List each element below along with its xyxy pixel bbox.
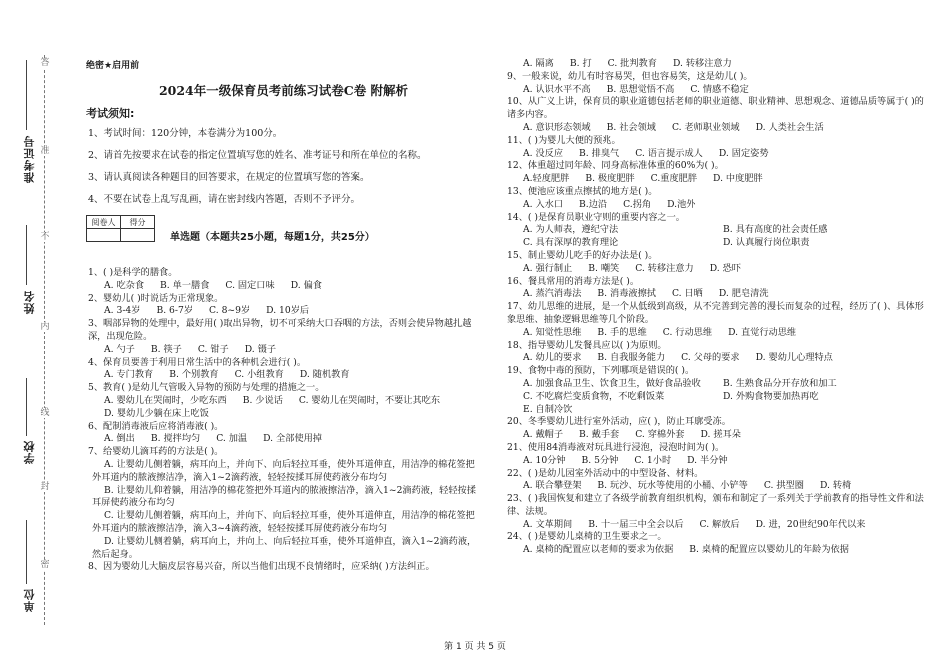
answer-option[interactable]: D. 镊子 <box>244 343 277 355</box>
seal-mark: 准 <box>40 146 50 156</box>
question-text: 7、给婴幼儿滴耳药的方法是( )。 <box>88 446 224 458</box>
answer-option[interactable]: A. 隔离 <box>523 58 554 69</box>
answer-option[interactable]: C. 婴幼儿在哭闹时，不要让其吃东 <box>298 394 441 406</box>
answer-option[interactable]: B. 排臭气 <box>579 147 620 159</box>
answer-option[interactable]: C. 8~9岁 <box>209 305 251 317</box>
answer-option[interactable]: C.拐角 <box>623 198 652 210</box>
answer-option[interactable]: D.池外 <box>667 198 696 210</box>
page-title: 2024年一级保育员考前练习试卷C卷 附解析 <box>158 83 409 98</box>
answer-option[interactable]: A. 没反应 <box>523 147 564 159</box>
left-column <box>86 58 481 574</box>
answer-option[interactable]: A. 倒出 <box>104 433 135 445</box>
answer-option[interactable]: D. 认真履行岗位职责 <box>723 237 810 249</box>
question-text: 19、食物中毒的预防，下列哪项是错误的( )。 <box>507 365 695 377</box>
question-text: 4、保育员要善于利用日常生活中的各种机会进行( )。 <box>88 356 307 368</box>
answer-option[interactable]: A. 3-4岁 <box>104 305 141 317</box>
answer-option[interactable]: B. 社会领域 <box>606 121 656 133</box>
answer-option[interactable]: D. 婴幼儿心理特点 <box>755 352 833 364</box>
notice-item: 3、请认真阅读各种题目的回答要求，在规定的位置填写您的答案。 <box>88 172 370 183</box>
question-text: 13、便池应该重点擦拭的地方是( )。 <box>507 185 658 197</box>
question-list <box>505 58 925 557</box>
answer-option[interactable]: C. 具有深厚的教育理论 <box>523 237 619 249</box>
answer-option[interactable]: D. 随机教育 <box>299 369 350 381</box>
answer-option[interactable]: D. 半分钟 <box>687 454 728 466</box>
answer-option[interactable]: C. 老师职业领域 <box>671 121 740 133</box>
answer-option[interactable]: B. 手的思维 <box>597 326 647 338</box>
question-text: 8、因为婴幼儿大脑皮层容易兴奋，所以当他们出现不良情绪时，应采纳( )方法纠正。 <box>88 561 435 573</box>
answer-option[interactable]: A. 婴幼儿在哭闹时，少吃东西 <box>104 394 227 406</box>
unit-field[interactable] <box>26 520 27 584</box>
answer-option[interactable]: B. 5分钟 <box>581 454 619 466</box>
question-text: 12、体重超过同年龄、同身高标准体重的60%为( )。 <box>507 160 724 172</box>
answer-option[interactable]: D. 婴幼儿少躺在床上吃饭 <box>104 407 209 419</box>
seal-mark: 不 <box>40 232 50 242</box>
question <box>505 468 925 494</box>
seal-mark: 内 <box>40 322 50 332</box>
unit-label: 单位 <box>23 588 36 612</box>
question-text: 21、使用84消毒液对玩具进行浸泡，浸泡时间为( )。 <box>507 441 725 453</box>
answer-option[interactable]: C. 1小时 <box>634 454 672 466</box>
question <box>505 276 925 302</box>
answer-option[interactable]: D. 搓耳朵 <box>700 429 741 441</box>
answer-option[interactable]: B. 搅拌均匀 <box>150 433 201 445</box>
school-field[interactable] <box>26 378 27 436</box>
answer-option[interactable]: D. 肥皂清洗 <box>718 288 769 300</box>
answer-option[interactable]: A. 戴帽子 <box>523 429 564 441</box>
answer-option[interactable]: C. 父母的要求 <box>681 352 740 364</box>
question <box>86 357 481 383</box>
question <box>505 212 925 250</box>
question-text: 24、( )是婴幼儿桌椅的卫生要求之一。 <box>507 531 667 543</box>
answer-option[interactable]: B. 思想觉悟不高 <box>606 83 675 95</box>
answer-option[interactable]: D. 转移注意力 <box>672 58 732 69</box>
question <box>86 293 481 319</box>
answer-option[interactable]: C. 解放后 <box>699 518 740 530</box>
question-list <box>86 267 481 574</box>
question <box>505 250 925 276</box>
answer-option[interactable]: A. 入水口 <box>523 198 564 210</box>
answer-option[interactable]: B. 6-7岁 <box>156 305 194 317</box>
answer-option[interactable]: D. 进，20世纪90年代以来 <box>755 518 866 530</box>
question-text: 3、咽部异物的处理中，最好用( )取出异物，切不可采纳大口吞咽的方法，否则会使异物越扎越深，出现危险。 <box>88 318 472 342</box>
question <box>505 71 925 97</box>
notice-heading: 考试须知: <box>86 107 135 120</box>
question <box>86 267 481 293</box>
question <box>86 446 481 561</box>
answer-option[interactable]: C. 固定口味 <box>225 279 275 291</box>
answer-option[interactable]: B. 打 <box>569 58 592 69</box>
answer-option[interactable]: A. 幼儿的要求 <box>523 352 582 364</box>
question-text: 9、一般来说，幼儿有时容易哭，但也容易笑，这是幼儿( )。 <box>507 70 753 82</box>
answer-option[interactable]: B. 个别教育 <box>169 369 219 381</box>
question-text: 14、( )是保育员职业守则的重要内容之一。 <box>507 211 685 223</box>
page-number: 第 1 页 共 5 页 <box>444 642 506 652</box>
answer-option[interactable]: A. 知觉性思维 <box>523 326 582 338</box>
question-text: 1、( )是科学的膳食。 <box>88 267 178 278</box>
answer-option[interactable]: D. 10岁后 <box>266 305 310 317</box>
seal-mark: 封 <box>40 482 50 492</box>
question <box>505 186 925 212</box>
exam-number-label: 准考证号 <box>23 135 36 183</box>
section-title: 单选题（本题共25小题，每题1分，共25分） <box>170 232 375 243</box>
answer-option[interactable]: C. 穿棉外套 <box>635 429 685 441</box>
question-text: 20、冬季婴幼儿进行室外活动，应( )，防止耳廓受冻。 <box>507 416 731 428</box>
seal-mark: 线 <box>40 408 50 418</box>
question-text: 6、配制消毒液后应将消毒液( )。 <box>88 420 224 432</box>
notice-item: 1、考试时间：120分钟，本卷满分为100分。 <box>88 128 283 139</box>
answer-option[interactable]: D. 让婴幼儿侧着躺，病耳向上，并向上、向后轻拉耳垂，使外耳道伸直，滴入1~2滴药液，然后起身。 <box>92 535 477 560</box>
question-text: 2、婴幼儿( )时说话为正常现象。 <box>88 292 224 304</box>
grader-header: 阅卷人 <box>87 216 121 229</box>
notice-item: 2、请首先按要求在试卷的指定位置填写您的姓名、准考证号和所在单位的名称。 <box>88 150 427 161</box>
answer-option[interactable]: C. 批判教育 <box>607 58 657 69</box>
answer-option[interactable]: B. 玩沙、玩水等使用的小桶、小铲等 <box>597 480 748 492</box>
question <box>505 58 925 71</box>
question-text: 16、餐具常用的消毒方法是( )。 <box>507 275 640 287</box>
notice-item: 4、不要在试卷上乱写乱画，请在密封线内答题，否则不予评分。 <box>88 194 361 205</box>
secret-mark: 绝密★启用前 <box>86 61 140 71</box>
grader-cell[interactable] <box>87 229 121 242</box>
question <box>505 531 925 557</box>
answer-option[interactable]: B. 消毒液擦拭 <box>597 288 656 300</box>
question-text: 15、制止婴幼儿吃手的好办法是( )。 <box>507 249 658 261</box>
question-text: 23、( )我国恢复和建立了各级学前教育组织机构，颁布和制定了一系列关于学前教育的指导性文件和法律、法规。 <box>507 493 924 517</box>
answer-option[interactable]: B. 少说话 <box>242 394 283 406</box>
question <box>505 301 925 339</box>
answer-option[interactable]: C. 小组教育 <box>234 369 284 381</box>
question-text: 18、指导婴幼儿发餐具应以( )为原则。 <box>507 339 667 351</box>
answer-option[interactable]: C. 日晒 <box>671 288 703 300</box>
answer-option[interactable]: D. 恐吓 <box>709 262 741 274</box>
answer-option[interactable]: A. 吃杂食 <box>104 279 145 291</box>
score-table <box>86 215 155 242</box>
answer-option[interactable]: A. 10分钟 <box>523 454 566 466</box>
answer-option[interactable]: A.轻度肥胖 <box>523 173 570 185</box>
right-column <box>505 58 925 557</box>
answer-option[interactable]: B. 生熟食品分开存放和加工 <box>723 377 837 389</box>
question-text: 22、( )是幼儿园室外活动中的中型设备、材料。 <box>507 467 704 479</box>
answer-option[interactable]: D. 外购食物要加热再吃 <box>723 390 819 402</box>
answer-option[interactable]: B. 嘲笑 <box>588 262 620 274</box>
answer-option[interactable]: B. 桌椅的配置应以婴幼儿的年龄为依据 <box>689 544 849 556</box>
answer-option[interactable]: D. 全部使用掉 <box>263 433 322 445</box>
answer-option[interactable]: D. 固定姿势 <box>718 147 769 159</box>
answer-option[interactable]: B. 十一届三中全会以后 <box>588 518 684 530</box>
answer-option[interactable]: C. 加温 <box>216 433 248 445</box>
seal-mark: 密 <box>40 560 50 570</box>
name-label: 姓名 <box>23 290 36 314</box>
question <box>505 340 925 366</box>
question <box>505 160 925 186</box>
answer-option[interactable]: B. 戴手套 <box>579 429 620 441</box>
question <box>86 421 481 447</box>
answer-option[interactable]: A. 文革期间 <box>523 518 573 530</box>
answer-option[interactable]: A. 勺子 <box>104 343 135 355</box>
answer-option[interactable]: A. 意识形态领域 <box>523 121 591 133</box>
question <box>505 442 925 468</box>
answer-option[interactable]: B. 极度肥胖 <box>585 173 635 185</box>
binding-strip <box>0 0 70 671</box>
question <box>86 382 481 420</box>
answer-option[interactable]: A. 桌椅的配置应以老师的要求为依据 <box>523 544 674 556</box>
answer-option[interactable]: A. 专门教育 <box>104 369 154 381</box>
question <box>505 365 925 416</box>
answer-option[interactable]: B. 筷子 <box>150 343 182 355</box>
answer-option[interactable]: A. 为人师表，遵纪守法 <box>523 224 619 236</box>
score-header: 得分 <box>121 216 155 229</box>
answer-option[interactable]: C. 让婴幼儿侧着躺，病耳向上，并向下、向后轻拉耳垂，使外耳道伸直，用洁净的棉花签把外耳道内的脓液擦洁净，滴入3~4滴药液，轻轻按揉耳屏使药液分布均匀 <box>92 510 475 534</box>
answer-option[interactable]: B. 单一膳食 <box>160 279 210 291</box>
question <box>86 561 481 574</box>
answer-option[interactable]: D. 直觉行动思维 <box>728 326 797 338</box>
question <box>505 416 925 442</box>
answer-option[interactable]: C. 拱型圈 <box>763 480 804 492</box>
answer-option[interactable]: B. 自我服务能力 <box>597 352 666 364</box>
answer-option[interactable]: C. 语言提示成人 <box>635 147 703 159</box>
seal-line <box>44 55 45 625</box>
answer-option[interactable]: A. 认识水平不高 <box>523 83 591 95</box>
answer-option[interactable]: B. 具有高度的社会责任感 <box>723 224 828 236</box>
answer-option[interactable]: E. 自制冷饮 <box>523 403 573 415</box>
answer-option[interactable]: B. 让婴幼儿仰着躺，用洁净的棉花签把外耳道内的脓液擦洁净，滴入1~2滴药液，轻轻按揉耳屏使药液分布均匀 <box>92 484 476 509</box>
answer-option[interactable]: D. 人类社会生活 <box>755 121 824 133</box>
score-cell[interactable] <box>121 229 155 242</box>
answer-option[interactable]: D. 转椅 <box>819 480 852 492</box>
answer-option[interactable]: C. 行动思维 <box>662 326 713 338</box>
answer-option[interactable]: A. 加强食品卫生、饮食卫生，做好食品验收 <box>523 377 701 389</box>
answer-option[interactable]: C. 转移注意力 <box>635 262 694 274</box>
exam-number-field[interactable] <box>26 60 27 130</box>
question-text: 10、从广义上讲，保育员的职业道德包括老师的职业道德、职业精神、思想观念、道德品质等属于( )的诸多内容。 <box>507 96 924 121</box>
answer-option[interactable]: A. 联合攀登架 <box>523 480 582 492</box>
answer-option[interactable]: B.边沿 <box>579 198 608 210</box>
seal-mark: 答 <box>40 58 50 68</box>
answer-option[interactable]: A. 蒸汽消毒法 <box>523 288 582 300</box>
question <box>86 318 481 356</box>
name-field[interactable] <box>26 225 27 285</box>
question <box>505 96 925 134</box>
question <box>505 135 925 161</box>
answer-option[interactable]: A. 强行制止 <box>523 262 573 274</box>
answer-option[interactable]: C. 情感不稳定 <box>690 83 749 95</box>
answer-option[interactable]: D. 中度肥胖 <box>713 173 763 185</box>
answer-option[interactable]: C.重度肥胖 <box>650 173 698 185</box>
question-text: 5、教育( )是幼儿气管吸入异物的预防与处理的措施之一。 <box>88 382 325 394</box>
question <box>505 493 925 531</box>
answer-option[interactable]: A. 让婴幼儿侧着躺，病耳向上，并向下、向后轻拉耳垂，使外耳道伸直，用洁净的棉花签把外耳道内的脓液擦洁净，滴入1~2滴药液，轻轻按揉耳屏使药液分布均匀 <box>92 458 475 483</box>
question-text: 17、幼儿思维的进展，是一个从低级到高级，从不完善到完善的漫长而复杂的过程，经历了( )、具体形象思维、抽象逻辑思维等几个阶段。 <box>507 301 924 325</box>
school-label: 学校 <box>23 440 36 464</box>
answer-option[interactable]: C. 不吃腐烂变质食物，不吃剩饭菜 <box>523 390 665 402</box>
answer-option[interactable]: D. 偏食 <box>290 279 322 291</box>
question-text: 11、( )为婴儿大便的预兆。 <box>507 134 621 146</box>
answer-option[interactable]: C. 钳子 <box>197 343 229 355</box>
